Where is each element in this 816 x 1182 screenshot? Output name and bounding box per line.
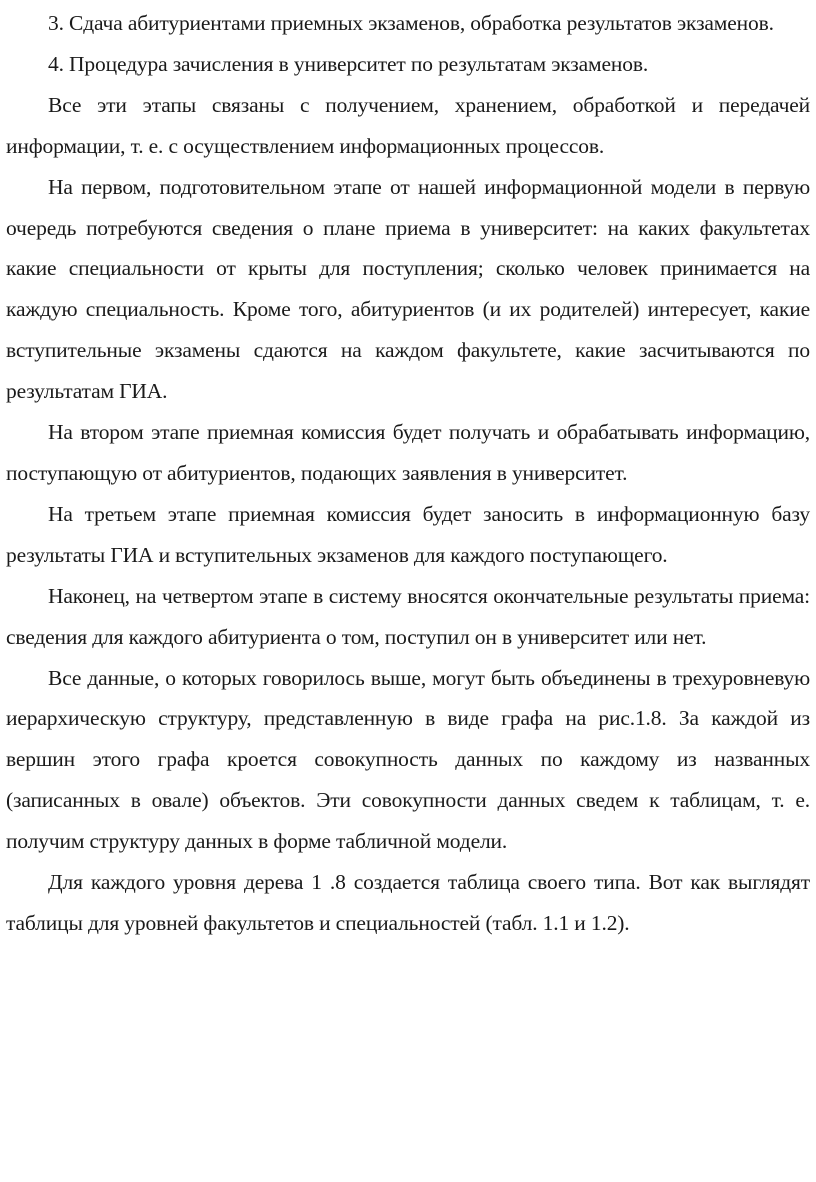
paragraph-third-stage: На третьем этапе приемная комиссия будет заносить в информационную базу результаты ГИА и вступительных экзаменов для каждого поступающего.	[6, 501, 810, 567]
paragraph-hierarchy: Все данные, о которых говорилось выше, могут быть объединены в трехуровневую иерархическую структуру, представленную в виде графа на рис.1.8. За каждой из вершин этого графа кроется совокупность данных по каждому из названных (записанных в овале) объектов. Эти совокупности данных сведем к таблицам, т. е. получим структуру данных в форме табличной модели.	[6, 665, 810, 854]
paragraph-tables: Для каждого уровня дерева 1 .8 создается таблица своего типа. Вот как выглядят таблицы для уровней факультетов и специальностей (табл. 1.1 и 1.2).	[6, 870, 810, 935]
paragraph-stages-summary: Все эти этапы связаны с получением, хранением, обработкой и передачей информации, т. е. с осуществлением информационных процессов.	[6, 92, 810, 158]
paragraph-fourth-stage: Наконец, на четвертом этапе в систему вносятся окончательные результаты приема: сведения для каждого абитуриента о том, поступил он в университет или нет.	[6, 583, 810, 649]
paragraph-step-4: 4. Процедура зачисления в университет по результатам экзаменов.	[48, 51, 649, 76]
paragraph-second-stage: На втором этапе приемная комиссия будет получать и обрабатывать информацию, поступающую от абитуриентов, подающих заявления в университет.	[6, 420, 810, 485]
paragraph-step-3: 3. Сдача абитуриентами приемных экзаменов, обработка результатов экзаменов.	[48, 11, 774, 35]
paragraph-first-stage: На первом, подготовительном этапе от нашей информационной модели в первую очередь потребуются сведения о плане приема в университет: на каких факультетах какие специальности от крыты для поступления; сколько человек принимается на каждую специальность. Кроме того, абитуриентов (и их родителей) интересует, какие вступительные экзамены сдаются на каждом факультете, какие засчитываются по результатам ГИА.	[6, 174, 810, 404]
